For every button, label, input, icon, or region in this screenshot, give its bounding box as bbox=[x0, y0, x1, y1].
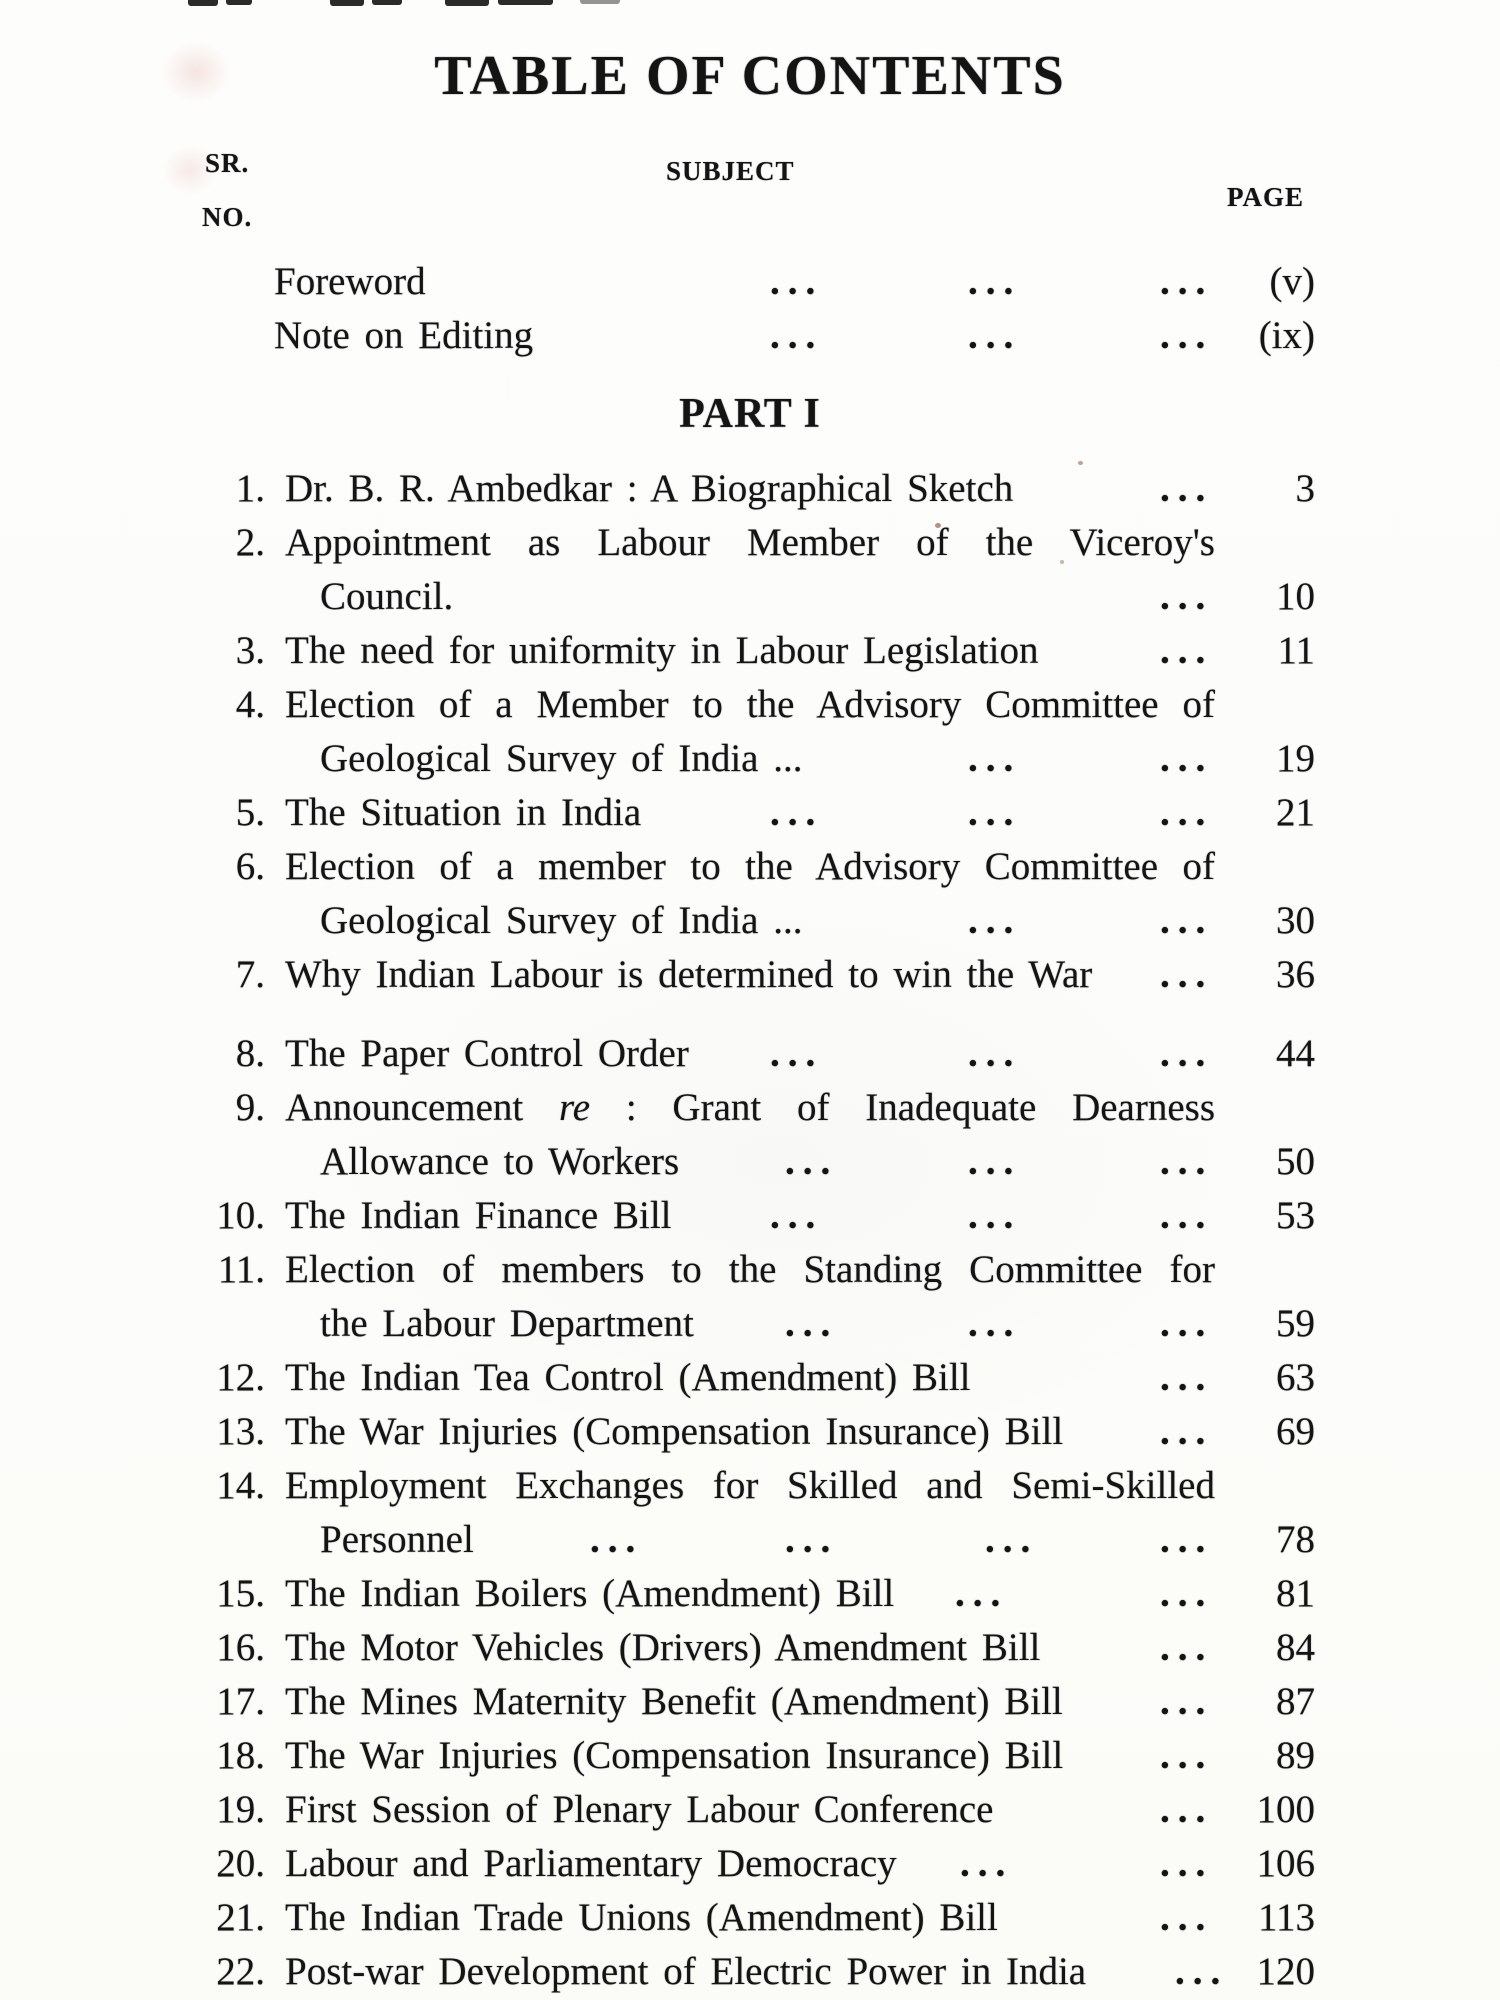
toc-entry-line bbox=[0, 1192, 1500, 1240]
page-number: 10 bbox=[1276, 575, 1315, 618]
dot-leader: ... bbox=[960, 1842, 1014, 1885]
dot-leader: ... bbox=[1160, 314, 1214, 357]
toc-entry-line bbox=[0, 465, 1500, 513]
entry-title-text: The Indian Trade Unions (Amendment) Bill bbox=[285, 1896, 998, 1939]
dot-leader: ... bbox=[1160, 575, 1214, 618]
dot-leader: ... bbox=[785, 1518, 839, 1561]
toc-entry-line bbox=[0, 951, 1500, 999]
dot-leader: ... bbox=[968, 899, 1022, 942]
front-matter-row bbox=[0, 258, 1500, 306]
dot-leader: ... bbox=[1160, 737, 1214, 780]
entry-number: 14. bbox=[216, 1464, 265, 1507]
entry-number: 11. bbox=[217, 1248, 265, 1291]
toc-entry-line bbox=[0, 1030, 1500, 1078]
entry-title-text: The need for uniformity in Labour Legislation bbox=[285, 629, 1039, 672]
toc-entry-line bbox=[0, 1678, 1500, 1726]
page-number: (v) bbox=[1269, 260, 1315, 303]
entry-number: 15. bbox=[216, 1572, 265, 1615]
entry-number: 7. bbox=[235, 953, 265, 996]
entry-title-text: The War Injuries (Compensation Insurance) Bill bbox=[285, 1734, 1064, 1777]
entry-title-text: Election of members to the Standing Committee for bbox=[285, 1248, 1215, 1291]
dot-leader: ... bbox=[1160, 1680, 1214, 1723]
entry-title-text: Labour and Parliamentary Democracy bbox=[285, 1842, 897, 1885]
entry-title-text: The Situation in India bbox=[285, 791, 642, 834]
toc-entry-line bbox=[0, 897, 1500, 945]
entry-number: 8. bbox=[235, 1032, 265, 1075]
entry-title-text: The War Injuries (Compensation Insurance) Bill bbox=[285, 1410, 1064, 1453]
dot-leader: ... bbox=[1160, 260, 1214, 303]
entry-number: 17. bbox=[216, 1680, 265, 1723]
entry-number: 22. bbox=[216, 1950, 265, 1993]
page-number: 11 bbox=[1277, 629, 1315, 672]
dot-leader: ... bbox=[1160, 1140, 1214, 1183]
entry-title-text: Announcement re : Grant of Inadequate Dearness bbox=[285, 1086, 1215, 1129]
dot-leader: ... bbox=[1160, 1572, 1214, 1615]
entry-number: 9. bbox=[235, 1086, 265, 1129]
toc-entry-line bbox=[0, 1300, 1500, 1348]
entry-title-text: Why Indian Labour is determined to win the War bbox=[285, 953, 1093, 996]
dot-leader: ... bbox=[770, 791, 824, 834]
toc-entry-line bbox=[0, 843, 1500, 891]
dot-leader: ... bbox=[1160, 1356, 1214, 1399]
dot-leader: ... bbox=[1160, 1896, 1214, 1939]
toc-entry-line bbox=[0, 1948, 1500, 1996]
dot-leader: ... bbox=[770, 1194, 824, 1237]
toc-entry-line bbox=[0, 1786, 1500, 1834]
dot-leader: ... bbox=[968, 1194, 1022, 1237]
entry-number: 2. bbox=[235, 521, 265, 564]
toc-entry-line bbox=[0, 735, 1500, 783]
entry-title-text: Council. bbox=[320, 575, 454, 618]
dot-leader: ... bbox=[968, 1032, 1022, 1075]
scan-artifact-top-fragment bbox=[372, 0, 402, 5]
entry-number: 3. bbox=[235, 629, 265, 672]
dot-leader: ... bbox=[770, 1032, 824, 1075]
page-number: 19 bbox=[1276, 737, 1315, 780]
page-number: 21 bbox=[1276, 791, 1315, 834]
entry-title-text: The Indian Tea Control (Amendment) Bill bbox=[285, 1356, 971, 1399]
toc-entry-line bbox=[0, 789, 1500, 837]
entry-number: 4. bbox=[235, 683, 265, 726]
page-number: 36 bbox=[1276, 953, 1315, 996]
page-number: 120 bbox=[1256, 1950, 1315, 1993]
page-number: 50 bbox=[1276, 1140, 1315, 1183]
entry-number: 20. bbox=[216, 1842, 265, 1885]
toc-entry-line bbox=[0, 1894, 1500, 1942]
toc-entry-line bbox=[0, 1354, 1500, 1402]
entry-number: 1. bbox=[235, 467, 265, 510]
page-title: TABLE OF CONTENTS bbox=[434, 45, 1066, 107]
scan-artifact-top-fragment bbox=[330, 0, 364, 6]
entry-number: 12. bbox=[216, 1356, 265, 1399]
entry-title-text: The Indian Finance Bill bbox=[285, 1194, 672, 1237]
dot-leader: ... bbox=[590, 1518, 644, 1561]
entry-number: 10. bbox=[216, 1194, 265, 1237]
toc-entry-line bbox=[0, 1246, 1500, 1294]
entry-number: 18. bbox=[216, 1734, 265, 1777]
entry-title-text: Foreword bbox=[274, 260, 426, 303]
page-number: 78 bbox=[1276, 1518, 1315, 1561]
dot-leader: ... bbox=[955, 1572, 1009, 1615]
entry-title-text: Allowance to Workers bbox=[320, 1140, 680, 1183]
scan-artifact-top-fragment bbox=[445, 0, 489, 6]
entry-title-text: Post-war Development of Electric Power in India bbox=[285, 1950, 1087, 1993]
page-number: 53 bbox=[1276, 1194, 1315, 1237]
page-number: 69 bbox=[1276, 1410, 1315, 1453]
entry-number: 13. bbox=[216, 1410, 265, 1453]
entry-title-text: Election of a Member to the Advisory Committee of bbox=[285, 683, 1215, 726]
dot-leader: ... bbox=[1160, 1518, 1214, 1561]
entry-title-text: The Motor Vehicles (Drivers) Amendment Bill bbox=[285, 1626, 1041, 1669]
page-number: 44 bbox=[1276, 1032, 1315, 1075]
toc-entry-line bbox=[0, 573, 1500, 621]
toc-entry-line bbox=[0, 627, 1500, 675]
page-number: 3 bbox=[1295, 467, 1315, 510]
dot-leader: ... bbox=[785, 1302, 839, 1345]
page-number: 106 bbox=[1256, 1842, 1315, 1885]
page-number: 100 bbox=[1256, 1788, 1315, 1831]
dot-leader: ... bbox=[968, 314, 1022, 357]
page-number: 59 bbox=[1276, 1302, 1315, 1345]
page-number: (ix) bbox=[1258, 314, 1315, 357]
dot-leader: ... bbox=[968, 1140, 1022, 1183]
entry-number: 21. bbox=[216, 1896, 265, 1939]
dot-leader: ... bbox=[1160, 629, 1214, 672]
scan-artifact-top-fragment bbox=[580, 0, 620, 4]
entry-title-text: The Paper Control Order bbox=[285, 1032, 689, 1075]
page-number: 81 bbox=[1276, 1572, 1315, 1615]
dot-leader: ... bbox=[1160, 1842, 1214, 1885]
scan-artifact-top-fragment bbox=[226, 0, 252, 5]
scan-artifact-top-fragment bbox=[188, 0, 218, 6]
dot-leader: ... bbox=[770, 260, 824, 303]
dot-leader: ... bbox=[785, 1140, 839, 1183]
toc-entry-line bbox=[0, 519, 1500, 567]
entry-number: 19. bbox=[216, 1788, 265, 1831]
front-matter-row bbox=[0, 312, 1500, 360]
entry-title-text: Personnel bbox=[320, 1518, 474, 1561]
column-header-page: PAGE bbox=[1227, 182, 1304, 212]
toc-entry-line bbox=[0, 681, 1500, 729]
entry-title-text: Employment Exchanges for Skilled and Semi-Skilled bbox=[285, 1464, 1215, 1507]
dot-leader: ... bbox=[968, 260, 1022, 303]
entry-title-text: Geological Survey of India ... bbox=[320, 899, 803, 942]
dot-leader: ... bbox=[770, 314, 824, 357]
toc-entry-line bbox=[0, 1084, 1500, 1132]
page-number: 89 bbox=[1276, 1734, 1315, 1777]
toc-entry-line bbox=[0, 1408, 1500, 1456]
toc-entry-line bbox=[0, 1840, 1500, 1888]
page-number: 63 bbox=[1276, 1356, 1315, 1399]
dot-leader: ... bbox=[1160, 1788, 1214, 1831]
entry-title-text: First Session of Plenary Labour Conference bbox=[285, 1788, 994, 1831]
dot-leader: ... bbox=[1160, 1410, 1214, 1453]
column-header-sr: SR. bbox=[205, 148, 250, 178]
dot-leader: ... bbox=[1160, 1302, 1214, 1345]
toc-entry-line bbox=[0, 1570, 1500, 1618]
dot-leader: ... bbox=[1160, 791, 1214, 834]
toc-entry-line bbox=[0, 1516, 1500, 1564]
page-number: 113 bbox=[1257, 1896, 1315, 1939]
page-number: 84 bbox=[1276, 1626, 1315, 1669]
entry-title-text: the Labour Department bbox=[320, 1302, 694, 1345]
dot-leader: ... bbox=[968, 791, 1022, 834]
entry-title-text: Geological Survey of India ... bbox=[320, 737, 803, 780]
dot-leader: ... bbox=[1175, 1950, 1229, 1993]
entry-title-text: The Indian Boilers (Amendment) Bill bbox=[285, 1572, 895, 1615]
entry-number: 6. bbox=[235, 845, 265, 888]
entry-number: 5. bbox=[235, 791, 265, 834]
dot-leader: ... bbox=[968, 737, 1022, 780]
dot-leader: ... bbox=[1160, 1626, 1214, 1669]
entry-title-text: The Mines Maternity Benefit (Amendment) Bill bbox=[285, 1680, 1063, 1723]
dot-leader: ... bbox=[1160, 953, 1214, 996]
page-number: 87 bbox=[1276, 1680, 1315, 1723]
dot-leader: ... bbox=[1160, 1194, 1214, 1237]
dot-leader: ... bbox=[1160, 1734, 1214, 1777]
part-heading: PART I bbox=[679, 391, 821, 437]
entry-title-text: Appointment as Labour Member of the Viceroy's bbox=[285, 521, 1215, 564]
dot-leader: ... bbox=[985, 1518, 1039, 1561]
column-header-subject: SUBJECT bbox=[666, 156, 795, 186]
column-header-no: NO. bbox=[202, 202, 253, 232]
toc-entry-line bbox=[0, 1624, 1500, 1672]
entry-title-text: Note on Editing bbox=[274, 314, 534, 357]
scan-artifact-top-fragment bbox=[498, 0, 553, 5]
dot-leader: ... bbox=[968, 1302, 1022, 1345]
page-number: 30 bbox=[1276, 899, 1315, 942]
toc-entry-line bbox=[0, 1462, 1500, 1510]
dot-leader: ... bbox=[1160, 467, 1214, 510]
dot-leader: ... bbox=[1160, 899, 1214, 942]
toc-entry-line bbox=[0, 1138, 1500, 1186]
entry-number: 16. bbox=[216, 1626, 265, 1669]
dot-leader: ... bbox=[1160, 1032, 1214, 1075]
entry-title-text: Election of a member to the Advisory Committee of bbox=[285, 845, 1215, 888]
toc-entry-line bbox=[0, 1732, 1500, 1780]
entry-title-text: Dr. B. R. Ambedkar : A Biographical Sketch bbox=[285, 467, 1014, 510]
